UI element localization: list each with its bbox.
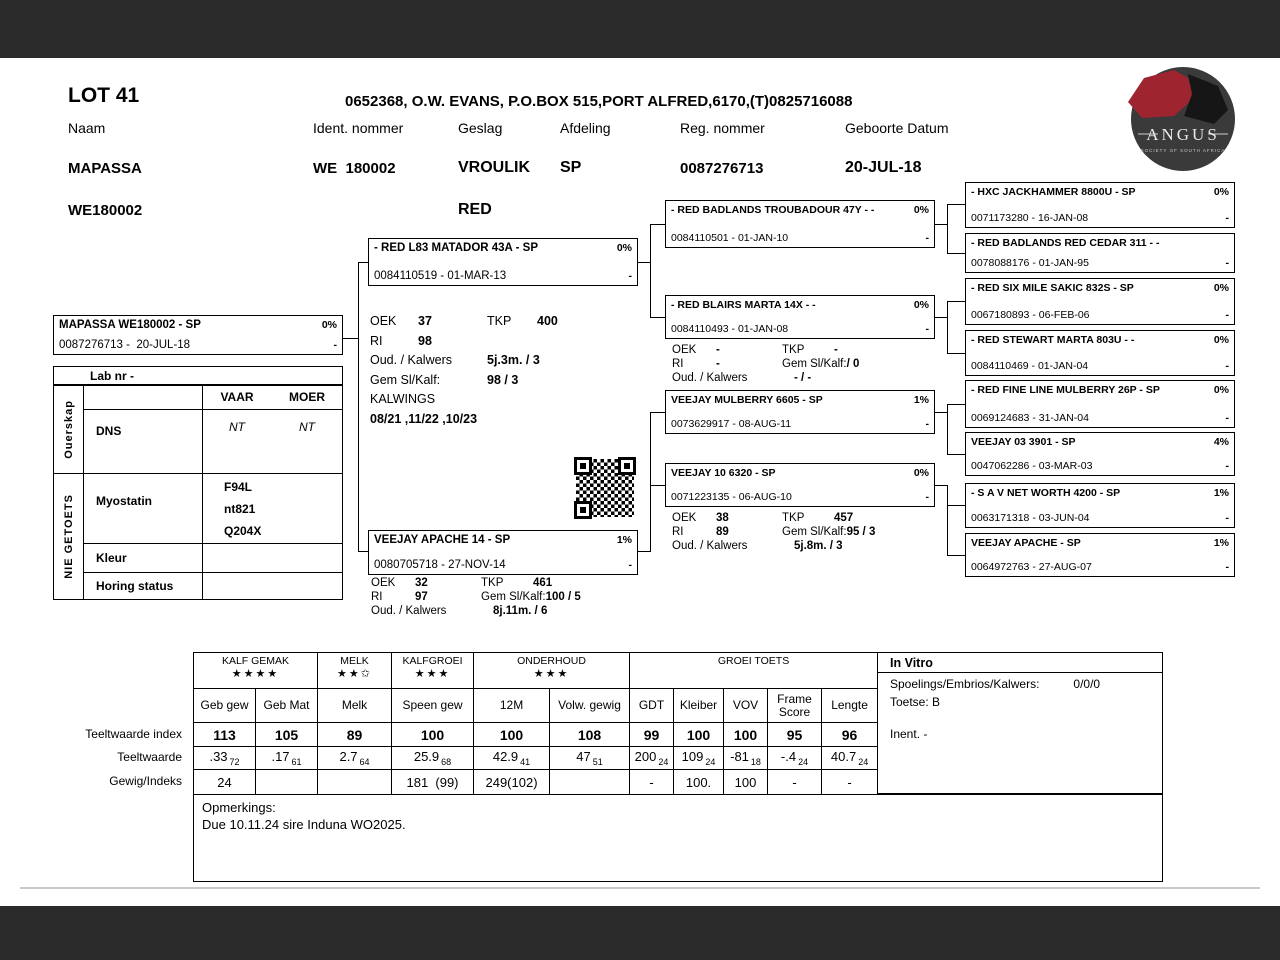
- pedigree-connector: [650, 412, 651, 552]
- pedigree-connector: [935, 224, 947, 225]
- myostatin-2: nt821: [224, 502, 256, 516]
- label-geslag: Geslag: [458, 120, 503, 136]
- dns-row: DNS NT NT: [84, 410, 342, 474]
- subject-name: MAPASSA WE180002 - SP: [59, 319, 201, 331]
- row-label-teeltwaarde-index: Teeltwaarde index: [85, 727, 182, 741]
- pedigree-connector: [358, 551, 368, 552]
- ebv-gewig-indeks-row: 24 181 (99) 249(102) - 100. 100 - -: [194, 770, 878, 795]
- inent: Inent. -: [890, 727, 928, 741]
- angus-logo: [1122, 64, 1238, 174]
- pedigree-box-dam: VEEJAY APACHE 14 - SP 0080705718 - 27-NOV-14 1% -: [368, 530, 638, 575]
- toetse: Toetse: B: [890, 695, 941, 709]
- label-reg-nommer: Reg. nommer: [680, 120, 765, 136]
- pedigree-connector: [947, 253, 965, 254]
- pedigree-connector: [650, 485, 665, 486]
- pedigree-box-ggp-6: VEEJAY 03 3901 - SP 0047062286 - 03-MAR-03 4% -: [965, 432, 1235, 476]
- pedigree-connector: [935, 412, 947, 413]
- pedigree-connector: [638, 262, 650, 263]
- parentage-table: [53, 385, 343, 600]
- parentage-header-row: [84, 386, 342, 410]
- pedigree-box-ggp-5: - RED FINE LINE MULBERRY 26P - SP 0069124683 - 31-JAN-04 0% -: [965, 380, 1235, 428]
- pedigree-connector: [650, 412, 665, 413]
- lot-number: LOT 41: [68, 84, 140, 107]
- logo-title: ANGUS: [1146, 125, 1220, 144]
- myostatin-3: Q204X: [224, 524, 262, 538]
- spoelings-value: 0/0/0: [1073, 677, 1101, 691]
- opmerkings-box: [193, 794, 1163, 882]
- value-ident-2: WE180002: [68, 202, 143, 219]
- pedigree-connector: [947, 485, 948, 555]
- pedigree-connector: [947, 301, 948, 353]
- dns-moer: NT: [299, 420, 315, 434]
- ebv-teeltwaarde-row: .33 $_{72}$ .17 $_{61}$ 2.7 $_{64}$ 25.9 $_{68}$ 42.9 $_{41}$ 47 $_{51}$ 200 $_{24}$ 109 $_{24}$ -81 $_{18}$ -.4 $_{24}$ 40.7 $_{24}$: [194, 747, 878, 770]
- pedigree-box-gp-2: - RED BLAIRS MARTA 14X - - 0084110493 - 01-JAN-08 0% -: [665, 295, 935, 339]
- dam-name: VEEJAY APACHE 14 - SP: [374, 534, 511, 546]
- value-geslag: VROULIK: [458, 159, 530, 176]
- pedigree-connector: [935, 485, 947, 486]
- pedigree-box-ggp-7: - S A V NET WORTH 4200 - SP 0063171318 - 03-JUN-04 1% -: [965, 483, 1235, 528]
- group-kalf-gemak: KALF GEMAK ★★★★: [194, 653, 318, 689]
- pedigree-connector: [650, 224, 665, 225]
- pedigree-connector: [947, 301, 965, 302]
- stars-kalfgroei: ★★★: [414, 668, 451, 680]
- qr-finder-tl: [574, 457, 592, 475]
- subject-inbreeding-pct: 0%: [321, 319, 337, 331]
- myostatin-1: F94L: [224, 480, 253, 494]
- ebv-index-row: 113 105 89 100 100 108 99 100 100 95 96: [194, 723, 878, 747]
- sire-id: 0084110519 - 01-MAR-13: [374, 270, 507, 282]
- pedigree-connector: [947, 404, 948, 454]
- stars-kalf-gemak: ★★★★: [231, 668, 280, 680]
- dam-stats: OEK 32 TKP 461 RI 97 Gem Sl/Kalf:100 / 5 Oud. / Kalwers 8j.11m. / 6: [371, 577, 581, 617]
- pedigree-box-gp-3: VEEJAY MULBERRY 6605 - SP 0073629917 - 08-AUG-11 1% -: [665, 390, 935, 434]
- value-ident-nommer: WE 180002: [313, 160, 396, 177]
- dns-vaar: NT: [229, 420, 245, 434]
- ebv-column-header-row: Geb gew Geb Mat Melk Speen gew 12M Volw. gewig GDT Kleiber VOV Frame Score Lengte: [194, 689, 878, 723]
- pedigree-connector: [947, 353, 965, 354]
- logo-dark-shape: [1184, 74, 1228, 124]
- owner-line: 0652368, O.W. EVANS, P.O.BOX 515,PORT ALFRED,6170,(T)0825716088: [345, 93, 853, 110]
- col-vaar: VAAR: [220, 390, 254, 404]
- kleur-row: Kleur: [84, 544, 342, 573]
- group-onderhoud: ONDERHOUD ★★★: [474, 653, 630, 689]
- pedigree-connector: [947, 505, 965, 506]
- pedigree-connector: [358, 262, 368, 263]
- gp-2-stats: OEK - TKP - RI - Gem Sl/Kalf:/ 0 Oud. / Kalwers - / -: [672, 344, 860, 384]
- pedigree-box-subject: MAPASSA WE180002 - SP 0087276713 - 20-JUL-18 0% -: [53, 315, 343, 355]
- gp-4-stats: OEK 38 TKP 457 RI 89 Gem Sl/Kalf:95 / 3 Oud. / Kalwers 5j.8m. / 3: [672, 512, 876, 552]
- qr-code: [573, 456, 637, 520]
- pedigree-connector: [650, 224, 651, 317]
- pedigree-connector: [343, 338, 358, 339]
- logo-subtitle: SOCIETY OF SOUTH AFRICA: [1140, 148, 1226, 153]
- col-moer: MOER: [289, 390, 325, 404]
- horing-status-row: Horing status: [84, 573, 342, 600]
- label-geboorte-datum: Geboorte Datum: [845, 120, 949, 136]
- value-naam: MAPASSA: [68, 160, 142, 177]
- group-ouerskap: Ouerskap: [54, 386, 84, 474]
- pedigree-box-ggp-4: - RED STEWART MARTA 803U - - 0084110469 - 01-JAN-04 0% -: [965, 330, 1235, 376]
- value-colour: RED: [458, 201, 492, 218]
- sire-name: - RED L83 MATADOR 43A - SP: [374, 242, 538, 254]
- subject-id: 0087276713 - 20-JUL-18: [59, 339, 191, 351]
- pedigree-box-gp-4: VEEJAY 10 6320 - SP 0071223135 - 06-AUG-10 0% -: [665, 463, 935, 507]
- spoelings-label: Spoelings/Embrios/Kalwers:: [890, 677, 1040, 691]
- qr-finder-bl: [574, 501, 592, 519]
- pedigree-box-gp-1: - RED BADLANDS TROUBADOUR 47Y - - 0084110501 - 01-JAN-10 0% -: [665, 200, 935, 248]
- pedigree-connector: [935, 317, 947, 318]
- pedigree-connector: [947, 204, 965, 205]
- sire-stats: OEK 37 TKP 400 RI 98 Oud. / Kalwers 5j.3m. / 3 Gem Sl/Kalf: 98 / 3 KALWINGS 08/21 ,11/22 ,10/23: [370, 314, 558, 426]
- footer-separator: [20, 887, 1260, 889]
- pedigree-box-ggp-8: VEEJAY APACHE - SP 0064972763 - 27-AUG-07 1% -: [965, 533, 1235, 577]
- pedigree-box-ggp-1: - HXC JACKHAMMER 8800U - SP 0071173280 - 16-JAN-08 0% -: [965, 182, 1235, 228]
- pedigree-connector: [650, 317, 665, 318]
- pedigree-connector: [947, 204, 948, 253]
- group-nie-getoets: NIE GETOETS: [54, 474, 84, 599]
- opmerkings-text: Due 10.11.24 sire Induna WO2025.: [202, 817, 406, 832]
- pedigree-connector: [947, 404, 965, 405]
- qr-finder-tr: [618, 457, 636, 475]
- pedigree-box-ggp-3: - RED SIX MILE SAKIC 832S - SP 0067180893 - 06-FEB-06 0% -: [965, 278, 1235, 325]
- label-afdeling: Afdeling: [560, 120, 611, 136]
- group-groei-toets: GROEI TOETS: [630, 653, 878, 689]
- group-kalfgroei: KALFGROEI ★★★: [392, 653, 474, 689]
- group-melk: MELK ★★✩: [318, 653, 392, 689]
- value-geboorte-datum: 20-JUL-18: [845, 159, 922, 176]
- bottom-frame-bar: [0, 906, 1280, 960]
- pedigree-connector: [638, 551, 650, 552]
- value-reg-nommer: 0087276713: [680, 160, 764, 177]
- pedigree-box-ggp-2: - RED BADLANDS RED CEDAR 311 - - 0078088176 - 01-JAN-95 -: [965, 233, 1235, 273]
- top-frame-bar: [0, 0, 1280, 58]
- opmerkings-label: Opmerkings:: [202, 800, 276, 815]
- label-naam: Naam: [68, 120, 106, 136]
- row-label-teeltwaarde: Teeltwaarde: [117, 750, 182, 764]
- invitro-title: In Vitro: [878, 653, 1162, 673]
- ebv-table: [193, 652, 878, 795]
- value-afdeling: SP: [560, 159, 582, 176]
- dam-id: 0080705718 - 27-NOV-14: [374, 559, 506, 571]
- pedigree-connector: [947, 454, 965, 455]
- invitro-panel: [877, 652, 1163, 794]
- pedigree-connector: [947, 555, 965, 556]
- pedigree-connector: [358, 262, 359, 552]
- stars-onderhoud: ★★★: [533, 668, 570, 680]
- label-ident-nommer: Ident. nommer: [313, 120, 404, 136]
- myostatin-row: Myostatin F94L nt821 Q204X: [84, 474, 342, 544]
- pedigree-box-sire: - RED L83 MATADOR 43A - SP 0084110519 - 01-MAR-13 0% -: [368, 238, 638, 286]
- lab-nr: Lab nr -: [53, 366, 343, 385]
- stars-melk: ★★✩: [337, 668, 372, 680]
- row-label-gewig-indeks: Gewig/Indeks: [109, 774, 182, 788]
